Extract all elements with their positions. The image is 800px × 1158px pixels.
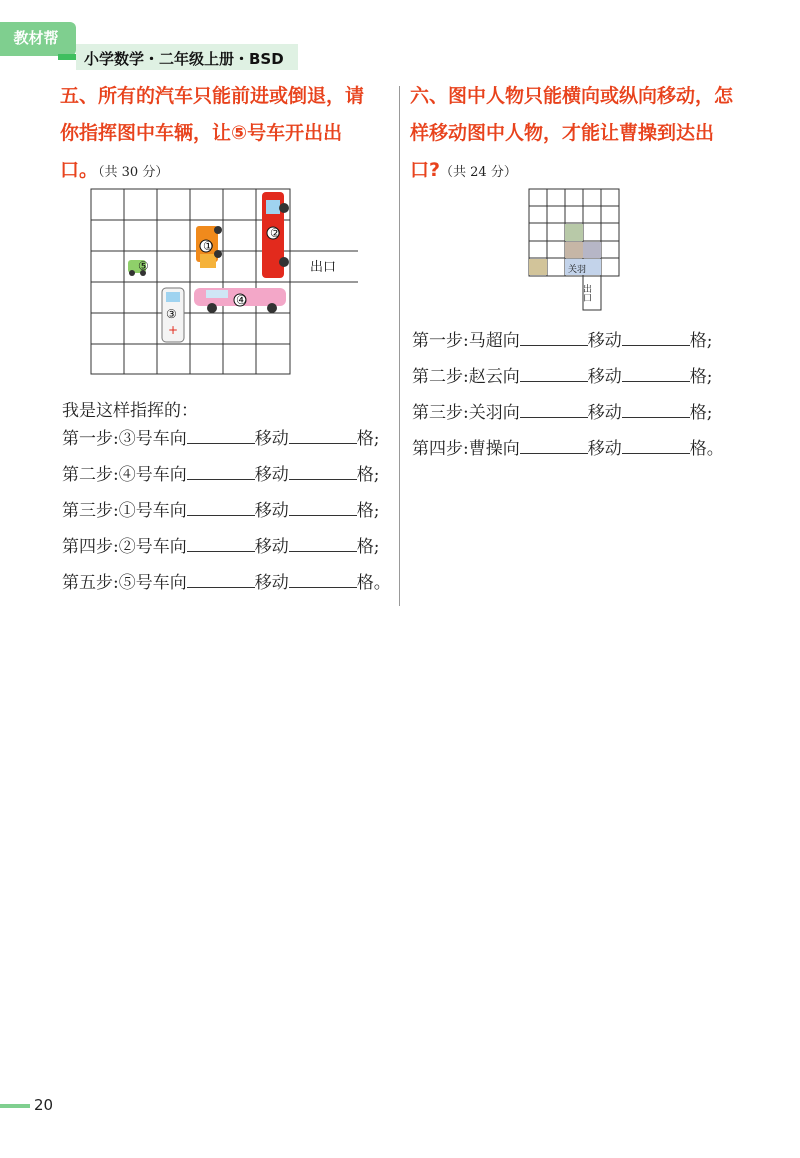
page-number: 20: [34, 1096, 54, 1114]
q6-exit-label: 出口: [581, 284, 591, 302]
q5-step-end: 格。: [356, 573, 391, 593]
answer-blank[interactable]: [187, 425, 255, 444]
q5-step-mid: 移动: [254, 501, 289, 521]
answer-blank[interactable]: [289, 425, 357, 444]
q5-step-mid: 移动: [254, 429, 289, 449]
answer-blank[interactable]: [289, 533, 357, 552]
q6-title-line-3: 口?: [410, 159, 441, 181]
q6-step-2: [412, 362, 724, 398]
q5-step-prefix: 第二步:④号车向: [62, 465, 187, 485]
column-divider: [399, 86, 400, 606]
q6-score: （共 24 分）: [440, 165, 517, 180]
brand-label: 教材帮: [13, 29, 59, 47]
answer-blank[interactable]: [187, 497, 255, 516]
brand-tab: [0, 22, 76, 56]
q5-step-2: [62, 460, 391, 496]
car-3-label: ③: [166, 307, 177, 321]
answer-blank[interactable]: [187, 569, 255, 588]
q5-step-prefix: 第四步:②号车向: [62, 537, 187, 557]
q5-title: [60, 78, 395, 191]
q6-title-line-1: 六、图中人物只能横向或纵向移动，怎: [410, 85, 734, 107]
answer-blank[interactable]: [622, 363, 690, 382]
answer-blank[interactable]: [289, 497, 357, 516]
answer-blank[interactable]: [187, 533, 255, 552]
q6-step-4: [412, 434, 724, 470]
q5-step-1: [62, 424, 391, 460]
q6-puzzle-grid: [528, 188, 624, 312]
answer-blank[interactable]: [520, 399, 588, 418]
answer-blank[interactable]: [289, 461, 357, 480]
q5-parking-grid: [90, 188, 360, 378]
q6-step-mid: 移动: [587, 331, 622, 351]
q6-title: [410, 78, 750, 191]
answer-blank[interactable]: [520, 327, 588, 346]
header-title: 小学数学・二年级上册・BSD: [84, 50, 284, 68]
q6-step-mid: 移动: [587, 367, 622, 387]
answer-blank[interactable]: [622, 327, 690, 346]
q6-step-end: 格;: [689, 403, 713, 423]
page-number-bar: [0, 1104, 30, 1108]
q6-step-3: [412, 398, 724, 434]
answer-blank[interactable]: [520, 435, 588, 454]
q6-step-end: 格。: [689, 439, 724, 459]
q5-step-end: 格;: [356, 465, 380, 485]
header-bar: [76, 44, 298, 70]
q6-step-prefix: 第三步:关羽向: [412, 403, 520, 423]
car-5-label: ⑤: [138, 259, 149, 273]
q6-step-1: [412, 326, 724, 362]
car-4-label: ④: [236, 293, 247, 307]
q5-step-end: 格;: [356, 537, 380, 557]
q5-step-mid: 移动: [254, 537, 289, 557]
q5-step-mid: 移动: [254, 573, 289, 593]
q6-steps: [412, 326, 724, 470]
q5-step-3: [62, 496, 391, 532]
svg-text:+: +: [168, 323, 179, 337]
q6-step-end: 格;: [689, 367, 713, 387]
q5-score: （共 30 分）: [98, 165, 169, 180]
q5-steps: [62, 424, 391, 604]
q5-step-end: 格;: [356, 429, 380, 449]
caocao-piece: [583, 242, 601, 258]
q6-step-mid: 移动: [587, 439, 622, 459]
zhaoyun-piece: [565, 224, 583, 241]
q5-step-prefix: 第五步:⑤号车向: [62, 573, 187, 593]
q5-step-mid: 移动: [254, 465, 289, 485]
car-1-label: ①: [203, 239, 214, 253]
q5-title-line-3: 口。: [60, 159, 99, 181]
answer-blank[interactable]: [187, 461, 255, 480]
machao-piece: [565, 242, 583, 258]
answer-blank[interactable]: [622, 399, 690, 418]
q5-title-line-2: 你指挥图中车辆，让⑤号车开出出: [60, 122, 343, 144]
answer-blank[interactable]: [520, 363, 588, 382]
q5-exit-label: 出口: [310, 260, 337, 275]
guanyu-label: 关羽: [568, 265, 587, 275]
q5-intro: 我是这样指挥的：: [62, 401, 198, 421]
q6-step-end: 格;: [689, 331, 713, 351]
q6-step-prefix: 第二步:赵云向: [412, 367, 520, 387]
q6-title-line-2: 样移动图中人物，才能让曹操到达出: [410, 122, 715, 144]
q5-step-prefix: 第三步:①号车向: [62, 501, 187, 521]
q6-step-mid: 移动: [587, 403, 622, 423]
zhangfei-piece: [529, 259, 547, 275]
q5-step-end: 格;: [356, 501, 380, 521]
q5-title-line-1: 五、所有的汽车只能前进或倒退，请: [60, 85, 365, 107]
q5-step-4: [62, 532, 391, 568]
q5-step-5: [62, 568, 391, 604]
car-2-label: ②: [270, 226, 281, 240]
q5-grid-lines: [91, 189, 358, 374]
answer-blank[interactable]: [289, 569, 357, 588]
q6-step-prefix: 第一步:马超向: [412, 331, 520, 351]
answer-blank[interactable]: [622, 435, 690, 454]
q5-step-prefix: 第一步:③号车向: [62, 429, 187, 449]
q6-step-prefix: 第四步:曹操向: [412, 439, 520, 459]
